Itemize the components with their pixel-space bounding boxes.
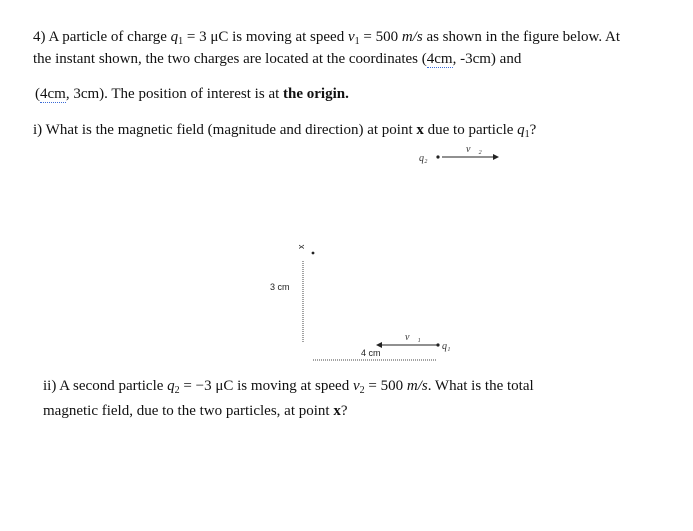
line2-b: , -3cm) and: [452, 51, 522, 67]
v1-label: v⃗₁: [405, 332, 421, 343]
part-ii-line-2: [43, 402, 348, 420]
problem-number: 4): [33, 29, 46, 45]
v2-unit: m/s: [406, 378, 428, 394]
part-i-tail: ?: [529, 122, 537, 138]
part-i-label: i): [33, 122, 43, 138]
width-label: 4 cm: [361, 348, 381, 358]
coord1-text: 4cm: [426, 51, 453, 67]
height-label: 3 cm: [270, 282, 290, 292]
q1-charge: [436, 343, 439, 346]
origin-emphasis: the origin.: [283, 86, 349, 102]
part-i-text2: due to particle: [427, 122, 514, 138]
part-i-q-subscript: 1: [524, 129, 530, 140]
q2-symbol: q: [167, 378, 175, 394]
part-i-point: x: [416, 122, 424, 138]
v2-label: v⃗₂: [466, 144, 482, 155]
point-x-label: x: [296, 244, 306, 249]
intro-c: as shown in the figure below. At: [426, 29, 621, 45]
part-ii-label: ii): [43, 378, 57, 394]
coord2-text: 4cm: [40, 86, 66, 102]
line3-open: (: [35, 86, 40, 102]
point-x-dot: [312, 252, 315, 255]
line3-b: , 3cm). The position of interest is at: [65, 86, 280, 102]
intro-a: A particle of charge: [48, 29, 167, 45]
v2-value: = 500: [368, 378, 404, 394]
part-ii-tail: ?: [340, 403, 348, 419]
v1-subscript: 1: [354, 36, 360, 47]
part-ii-line2-a: magnetic field, due to the two particles, at point: [43, 403, 330, 419]
part-i-text: What is the magnetic field (magnitude and direction) at point: [45, 122, 413, 138]
part-ii-text-a: A second particle: [59, 378, 164, 394]
q1-symbol: q: [170, 29, 179, 45]
q2-value: = −3 μC: [183, 378, 234, 394]
q1-label: q₁: [442, 341, 451, 352]
part-ii-text-b: is moving at speed: [237, 378, 350, 394]
v2-symbol: v: [352, 378, 360, 394]
q1-value: = 3 μC: [186, 29, 229, 45]
part-ii-line-1: [43, 377, 534, 400]
part-ii-text-c: . What is the total: [427, 378, 534, 394]
v2-subscript: 2: [359, 385, 365, 396]
q2-subscript: 2: [174, 385, 180, 396]
part-i-q-symbol: q: [517, 122, 525, 138]
v1-unit: m/s: [401, 29, 423, 45]
q2-label: q₂: [419, 153, 428, 164]
v1-value: = 500: [363, 29, 399, 45]
intro-b: is moving at speed: [232, 29, 345, 45]
line2-a: the instant shown, the two charges are located at the coordinates (: [33, 51, 427, 67]
q2-charge: [436, 155, 439, 158]
part-ii-point: x: [333, 403, 341, 419]
v1-symbol: v: [347, 29, 355, 45]
q1-subscript: 1: [178, 36, 184, 47]
